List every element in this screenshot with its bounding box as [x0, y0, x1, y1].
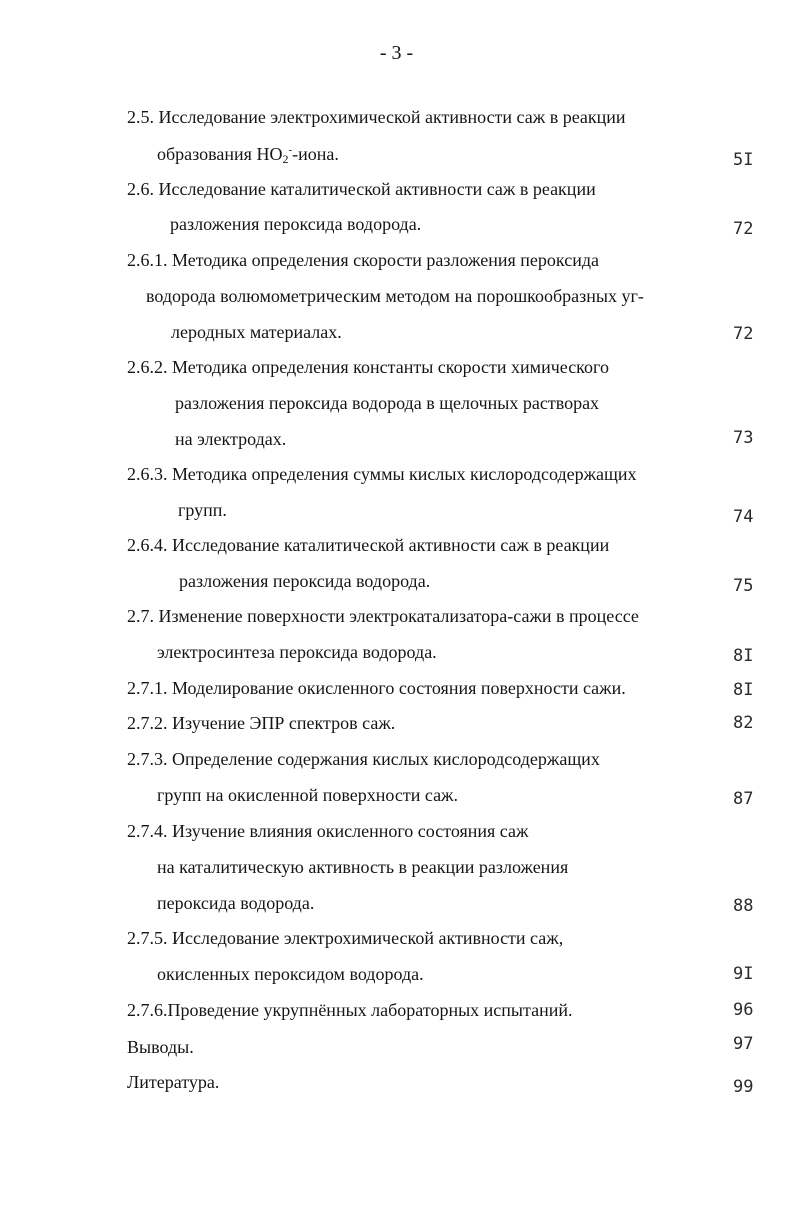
toc-line: 2.7.2. Изучение ЭПР спектров саж. [127, 713, 396, 733]
toc-line-text: -иона. [292, 144, 339, 164]
toc-line: на электродах. [175, 429, 287, 449]
toc-line: леродных материалах. [171, 322, 342, 342]
toc-line: разложения пероксида водорода. [170, 214, 422, 234]
toc-page: 5I [733, 150, 754, 170]
toc-line-text: образования HO [157, 144, 283, 164]
toc-page: 97 [733, 1034, 754, 1054]
toc-page: 82 [733, 713, 754, 733]
toc-line: пероксида водорода. [157, 893, 315, 913]
toc-line: Литература. [127, 1072, 220, 1092]
toc-line: 2.7.3. Определение содержания кислых кислородсодержащих [127, 749, 600, 769]
toc-line: 2.6.1. Методика определения скорости разложения пероксида [127, 250, 599, 270]
toc-line: 2.7.1. Моделирование окисленного состояния поверхности сажи. [127, 678, 626, 698]
toc-line: разложения пероксида водорода в щелочных растворах [175, 393, 600, 413]
page-number: - 3 - [379, 42, 414, 64]
toc-page: 73 [733, 428, 754, 448]
subscript: 2 [282, 152, 289, 166]
toc-page: 8I [733, 680, 754, 700]
toc-page: 96 [733, 1000, 754, 1020]
toc-line: разложения пероксида водорода. [179, 571, 431, 591]
toc-line: 2.7.4. Изучение влияния окисленного состояния саж [127, 821, 529, 841]
toc-page: 72 [733, 219, 754, 239]
toc-page: 8I [733, 646, 754, 666]
toc-line: групп на окисленной поверхности саж. [157, 785, 458, 805]
toc-page: 99 [733, 1077, 754, 1097]
toc-page: 74 [733, 507, 754, 527]
toc-line: 2.7. Изменение поверхности электрокатализатора-сажи в процессе [127, 606, 639, 626]
toc-line: 2.6.4. Исследование каталитической активности саж в реакции [127, 535, 610, 555]
toc-line: групп. [178, 500, 227, 520]
toc-line-ho2 [157, 143, 339, 165]
toc-page: 72 [733, 324, 754, 344]
toc-line: 2.6.3. Методика определения суммы кислых кислородсодержащих [127, 464, 637, 484]
toc-line: Выводы. [127, 1037, 194, 1057]
toc-line: 2.7.5. Исследование электрохимической активности саж, [127, 928, 564, 948]
toc-line: 2.7.6.Проведение укрупнённых лабораторных испытаний. [127, 1000, 573, 1020]
toc-line: 2.6.2. Методика определения константы скорости химического [127, 357, 609, 377]
toc-page: 75 [733, 576, 754, 596]
toc-line: 2.5. Исследование электрохимической активности саж в реакции [127, 107, 626, 127]
toc-page: 9I [733, 964, 754, 984]
toc-page: 87 [733, 789, 754, 809]
toc-line: электросинтеза пероксида водорода. [157, 642, 437, 662]
superscript: - [288, 144, 293, 156]
toc-page: 88 [733, 896, 754, 916]
toc-line: водорода волюмометрическим методом на порошкообразных уг- [146, 286, 644, 306]
toc-line: на каталитическую активность в реакции разложения [157, 857, 569, 877]
toc-line: 2.6. Исследование каталитической активности саж в реакции [127, 179, 596, 199]
toc-line: окисленных пероксидом водорода. [157, 964, 424, 984]
